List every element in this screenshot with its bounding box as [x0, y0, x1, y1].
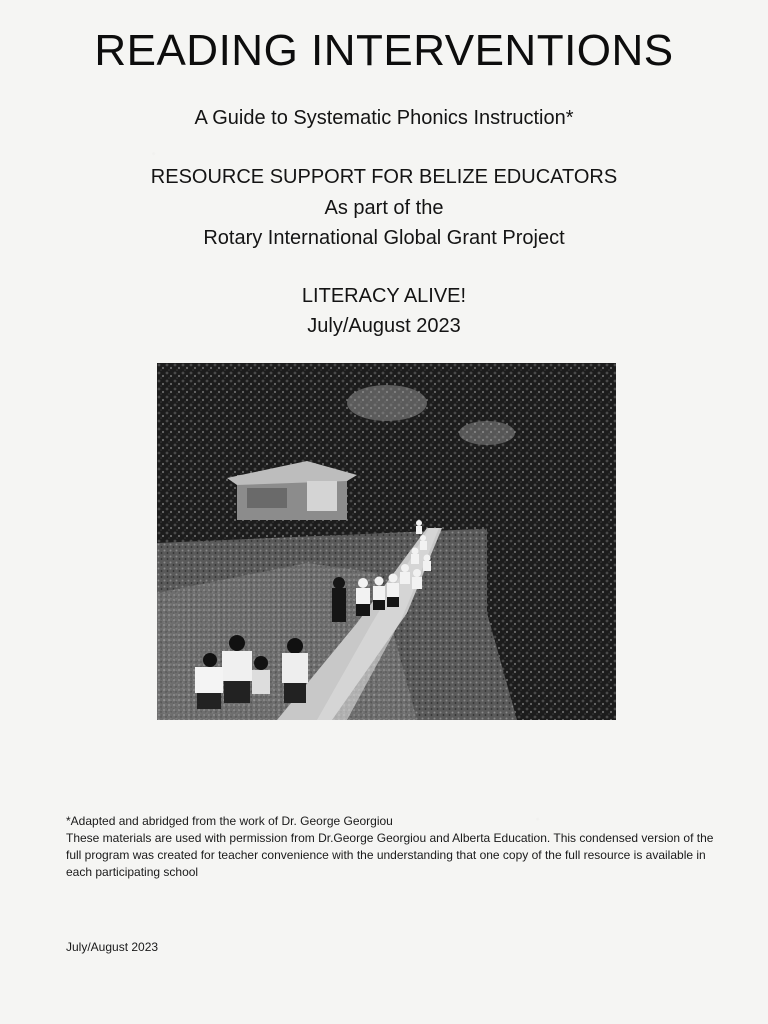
project-line: Rotary International Global Grant Project [203, 227, 565, 249]
document-subtitle: A Guide to Systematic Phonics Instruction* [194, 107, 574, 129]
footer-date: July/August 2023 [66, 940, 159, 954]
document-title: READING INTERVENTIONS [94, 26, 674, 75]
footnote-permission: These materials are used with permission from Dr.George Georgiou and Alberta Education. This condensed version of the full program was created for teacher convenience with the understanding that one copy of the full resource is available in each participating school [66, 831, 714, 879]
as-part-line: As part of the [324, 197, 444, 219]
program-date: July/August 2023 [307, 315, 461, 337]
footnote-adapted: *Adapted and abridged from the work of Dr. George Georgiou [66, 814, 393, 828]
resource-line: RESOURCE SUPPORT FOR BELIZE EDUCATORS [150, 166, 618, 188]
children-walking-path-image [157, 363, 616, 720]
program-name: LITERACY ALIVE! [301, 285, 467, 307]
footnote [66, 813, 716, 881]
cover-photo [157, 363, 616, 720]
